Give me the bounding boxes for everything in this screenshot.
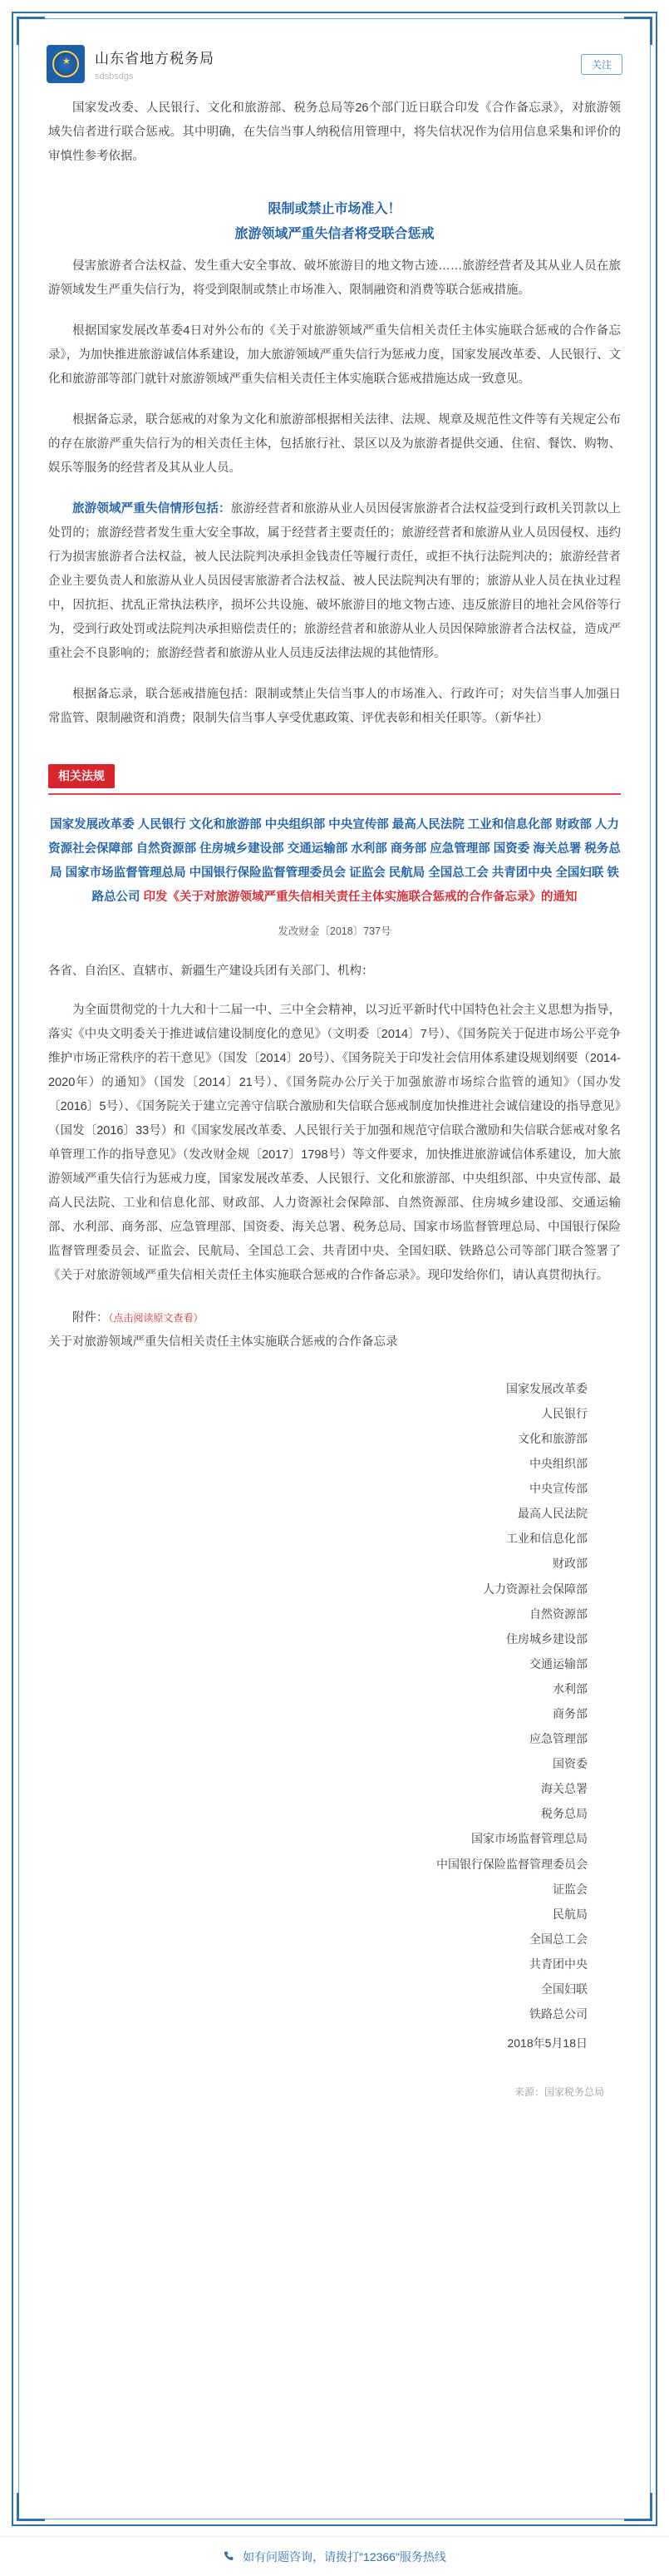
document-number	[48, 923, 621, 938]
footer-spacer	[0, 2526, 669, 2536]
attachment-label	[48, 1306, 621, 1330]
list-item: 应急管理部	[529, 1732, 588, 1746]
attachment-label-text: 附件：	[72, 1310, 109, 1325]
attachment-title: 关于对旅游领域严重失信相关责任主体实施联合惩戒的合作备忘录	[48, 1335, 398, 1349]
list-item: 财政部	[553, 1557, 588, 1571]
account-names	[95, 47, 581, 81]
paragraph-1: 侵害旅游者合法权益、发生重大安全事故、破坏旅游目的地文物古迹……旅游经营者及其从业人员在旅游领域发生严重失信行为，将受到限制或禁止市场准入、限制融资和消费等联合惩戒措施。	[48, 259, 621, 297]
list-item: 水利部	[553, 1681, 588, 1695]
list-item: 文化和旅游部	[518, 1431, 588, 1445]
severe-cases-label: 旅游领域严重失信情形包括：	[72, 501, 231, 516]
account-title: 山东省地方税务局	[95, 51, 214, 67]
signature-date: 2018年5月18日	[507, 2036, 588, 2050]
list-item: 人民银行	[541, 1406, 588, 1420]
list-item: 国家市场监督管理总局	[471, 1832, 588, 1846]
list-item: 全国总工会	[529, 1932, 588, 1946]
list-item: 交通运输部	[529, 1656, 588, 1670]
article-content	[32, 33, 637, 2099]
list-item: 中央宣传部	[529, 1482, 588, 1496]
document-main-body: 为全面贯彻党的十九大和十二届一中、三中全会精神，以习近平新时代中国特色社会主义思想为指导，落实《中央文明委关于推进诚信建设制度化的意见》（文明委〔2014〕7号）、《国务院关于促进市场公平竞争维护市场正常秩序的若干意见》（国发〔2014〕20号）、《国务院关于印发社会信用体系建设规划纲要（2014-2020年）的通知》（国发〔2014〕21号）、《国务院办公厅关于加强旅游市场综合监管的通知》（国办发〔2016〕5号）、《国务院关于建立完善守信联合激励和失信联合惩戒制度加快推进社会诚信建设的指导意见》（国发〔2016〕33号）和《国家发展改革委、人民银行关于加强和规范守信联合激励和失信联合惩戒对象名单管理工作的指导意见》（发改财金规〔2017〕1798号）等文件要求，加快推进旅游诚信体系建设，加大旅游领域严重失信行为惩戒力度，国家发展改革委、人民银行、文化和旅游部、中央组织部、中央宣传部、最高人民法院、工业和信息化部、财政部、人力资源社会保障部、自然资源部、住房城乡建设部、交通运输部、水利部、商务部、应急管理部、国资委、海关总署、税务总局、国家市场监督管理总局、中国银行保险监督管理委员会、证监会、民航局、全国总工会、共青团中央、全国妇联、铁路总公司等部门联合签署了《关于对旅游领域严重失信相关责任主体实施联合惩戒的合作备忘录》。现印发给你们，请认真贯彻执行。	[48, 1003, 621, 1282]
list-item: 证监会	[553, 1882, 588, 1896]
section-divider	[48, 793, 621, 795]
section-tag-regulations: 相关法规	[48, 764, 115, 788]
paragraph-3: 根据备忘录，联合惩戒的对象为文化和旅游部根据相关法律、法规、规章及规范性文件等有关规定公布的存在旅游严重失信行为的相关责任主体，包括旅行社、景区以及为旅游者提供交通、住宿、餐饮、购物、娱乐等服务的经营者及其从业人员。	[48, 412, 621, 475]
list-item: 民航局	[553, 1907, 588, 1921]
document-number-value: 发改财金〔2018〕737号	[278, 925, 391, 937]
paragraph-severe-cases	[48, 497, 621, 666]
list-item: 税务总局	[541, 1807, 588, 1821]
phone-icon	[223, 2550, 236, 2564]
headline-line-1: 限制或禁止市场准入！	[268, 202, 401, 216]
frame-corner-bottom-right	[624, 2493, 652, 2521]
top-spacer	[0, 0, 669, 12]
emblem-icon: ★	[47, 45, 85, 83]
list-item: 中国银行保险监督管理委员会	[436, 1857, 588, 1871]
paragraph-2: 根据国家发展改革委4日对外公布的《关于对旅游领域严重失信相关责任主体实施联合惩戒的合作备忘录》，为加快推进旅游诚信体系建设，加大旅游领域严重失信行为惩戒力度，国家发展改革委、人民银行、文化和旅游部等部门就针对旅游领域严重失信相关责任主体实施联合惩戒措施达成一致意见。	[48, 323, 621, 386]
list-item: 铁路总公司	[529, 2007, 588, 2021]
footer-bar	[0, 2536, 669, 2576]
footer-hotline-text: 如有问题咨询，请拨打"12366"服务热线	[243, 2549, 446, 2564]
document-addressee: 各省、自治区、直辖市、新疆生产建设兵团有关部门、机构：	[48, 964, 374, 978]
list-item: 最高人民法院	[518, 1507, 588, 1521]
source-note: 来源：国家税务总局	[514, 2086, 604, 2099]
account-subtitle: sdsbsdgs	[95, 72, 134, 81]
frame-corner-bottom-left	[17, 2493, 45, 2521]
document-title	[48, 813, 621, 910]
account-header	[32, 33, 637, 96]
headline-line-2: 旅游领域严重失信者将受联合惩戒	[234, 227, 435, 242]
list-item: 商务部	[553, 1707, 588, 1720]
list-item: 自然资源部	[529, 1606, 588, 1621]
list-item: 中央组织部	[529, 1457, 588, 1471]
document-title-subject: 印发《关于对旅游领域严重失信相关责任主体实施联合惩戒的合作备忘录》的通知	[143, 890, 578, 904]
document-title-agencies: 国家发展改革委 人民银行 文化和旅游部 中央组织部 中央宣传部 最高人民法院 工业和信息化部 财政部 人力资源社会保障部 自然资源部 住房城乡建设部 交通运输部 水利部 商务部 应急管理部 国资委 海关总署 税务总局 国家市场监督管理总局 中国银行保险监督管理委员会 证监会 民航局 全国总工会 共青团中央 全国妇联 铁路总公司	[48, 817, 621, 904]
list-item: 全国妇联	[541, 1982, 588, 1996]
follow-button[interactable]: 关注	[581, 54, 622, 75]
list-item: 共青团中央	[529, 1957, 588, 1971]
paragraph-measures: 根据备忘录，联合惩戒措施包括：限制或禁止失信当事人的市场准入、行政许可；对失信当事人加强日常监管、限制融资和消费；限制失信当事人享受优惠政策、评优表彰和相关任职等。（新华社）	[48, 687, 621, 725]
list-item: 住房城乡建设部	[506, 1631, 588, 1646]
list-item: 人力资源社会保障部	[483, 1582, 588, 1596]
page-title	[48, 197, 621, 248]
intro-paragraph: 国家发改委、人民银行、文化和旅游部、税务总局等26个部门近日联合印发《合作备忘录》，对旅游领域失信者进行联合惩戒。其中明确，在失信当事人纳税信用管理中，将失信状况作为信用信息采集和评价的审慎性参考依据。	[48, 101, 621, 163]
signer-list	[48, 1376, 588, 2026]
severe-cases-text: 旅游经营者和旅游从业人员因侵害旅游者合法权益受到行政机关罚款以上处罚的；旅游经营者发生重大安全事故，属于经营者主要责任的；旅游经营者和旅游从业人员因侵权、违约行为损害旅游者合法权益，被人民法院判决承担金钱责任等履行责任，或拒不执行法院判决的；旅游经营者企业主要负责人和旅游从业人员因侵害旅游者合法权益、被人民法院判决有罪的；旅游从业人员在执业过程中，因抗拒、扰乱正常执法秩序，损坏公共设施、破坏旅游目的地文物古迹、违反旅游目的地社会风俗等行为，受到行政处罚或法院判决承担赔偿责任的；旅游经营者和旅游从业人员因保障旅游者合法权益，造成严重社会不良影响的；旅游经营者和旅游从业人员违反法律法规的其他情形。	[48, 501, 622, 660]
read-original-link[interactable]: （点击阅读原文查看）	[108, 1311, 204, 1324]
list-item: 海关总署	[541, 1782, 588, 1796]
list-item: 工业和信息化部	[506, 1532, 588, 1546]
list-item: 国资委	[553, 1757, 588, 1771]
list-item: 国家发展改革委	[506, 1381, 588, 1395]
